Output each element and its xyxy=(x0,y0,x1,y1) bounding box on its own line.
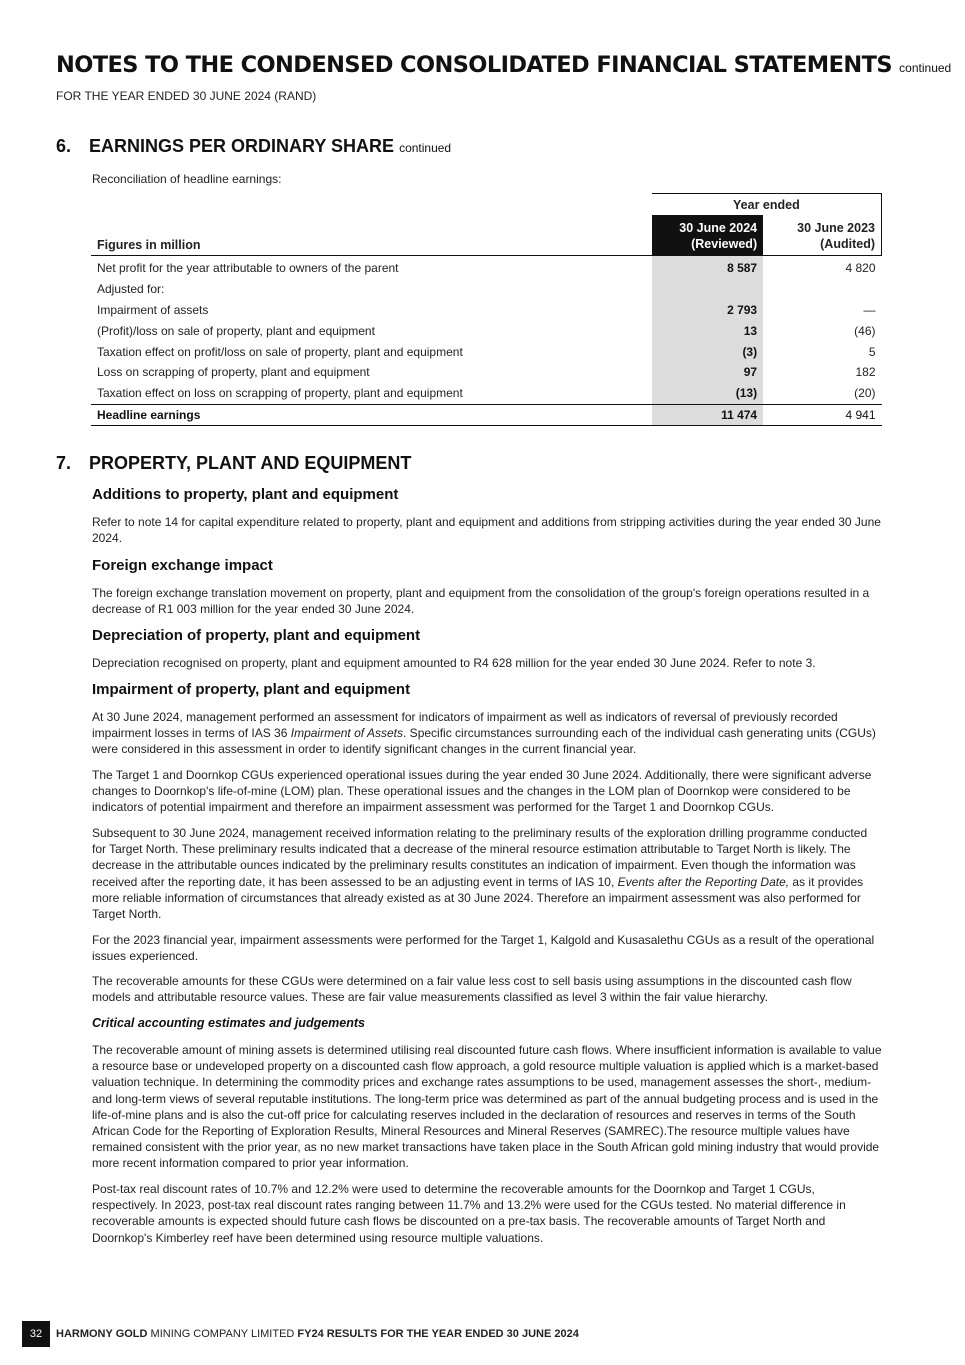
col-header-2023-line2: (Audited) xyxy=(820,237,875,251)
additions-heading: Additions to property, plant and equipment xyxy=(92,486,399,503)
table-row xyxy=(91,300,882,321)
col-header-2024-line2: (Reviewed) xyxy=(691,237,758,251)
row-label: Loss on scrapping of property, plant and equipment xyxy=(97,365,370,380)
figures-in-million-header xyxy=(91,215,652,256)
page-title-text: NOTES TO THE CONDENSED CONSOLIDATED FINANCIAL STATEMENTS xyxy=(56,52,892,78)
table-row xyxy=(91,341,882,362)
row-current: 13 xyxy=(652,320,763,341)
total-prior: 4 941 xyxy=(763,404,881,426)
impairment-paragraph-3 xyxy=(92,825,882,922)
reconciliation-intro: Reconciliation of headline earnings: xyxy=(92,172,282,186)
headline-earnings-table xyxy=(91,193,882,426)
section-6-heading xyxy=(56,136,451,157)
impairment-p1-b: . Specific circumstances surrounding each of the individual cash generating units (CGUs) were considered in this assessment in order to identify significant changes in the current financial year. xyxy=(92,726,876,757)
footer-company-rest: MINING COMPANY LIMITED xyxy=(150,1328,295,1340)
footer-report: FY24 RESULTS FOR THE YEAR ENDED 30 JUNE 2024 xyxy=(297,1328,579,1340)
table-body xyxy=(91,256,882,405)
table-row xyxy=(91,279,882,300)
col-header-2023-line1: 30 June 2023 xyxy=(797,221,875,235)
year-ended-header: Year ended xyxy=(652,194,882,216)
section-6-number: 6. xyxy=(56,136,72,156)
depreciation-heading: Depreciation of property, plant and equipment xyxy=(92,627,421,644)
row-label: Impairment of assets xyxy=(97,302,209,317)
critical-paragraph-1: The recoverable amount of mining assets is determined utilising real discounted future cash flows. Where insufficient information is available to value a resource base or undeveloped property on a discounted cash flow approach, a gold resource multiple valuation is applied which is a market-based valuation technique. In determining the commodity prices and exchange rates assumptions to be used, management assesses the short-, medium- and long-term views of several reputable institutions. The long-term price was determined as part of the annual budgeting process and is used in the life-of-mine plans and is also the cut-off price for calculating reserves included in the declaration of resources and reserves in terms of the South African Code for the Reporting of Exploration Results, Mineral Resources and Mineral Reserves (SAMREC).The resource multiple values have remained consistent with the prior year, as no new market transactions have taken place in the South African gold mining industry that would provide more recent information compared to prior year information. xyxy=(92,1043,882,1171)
impairment-p1-a: At 30 June 2024, management performed an assessment for indicators of impairment as well as indicators of reversal of previously recorded impairment losses in terms of IAS 36 xyxy=(92,710,838,741)
row-current: 2 793 xyxy=(652,300,763,321)
row-prior: — xyxy=(863,302,876,317)
figures-in-million-label: Figures in million xyxy=(97,238,201,252)
row-current: (13) xyxy=(652,383,763,404)
row-prior: (20) xyxy=(854,386,876,401)
additions-text: Refer to note 14 for capital expenditure related to property, plant and equipment and additions from stripping activities during the year ended 30 June 2024. xyxy=(92,515,881,546)
row-current xyxy=(652,279,763,300)
table-row xyxy=(91,320,882,341)
row-label: Taxation effect on loss on scrapping of property, plant and equipment xyxy=(97,386,463,401)
impairment-paragraph-1 xyxy=(92,709,882,758)
critical-paragraph-2: Post-tax real discount rates of 10.7% and 12.2% were used to determine the recoverable amounts for the Doornkop and Target 1 CGUs, respectively. In 2023, post-tax real discount rates ranging between 11.7% and 13.2% were used for the CGUs tested. No material difference in recoverable amounts is expected should future cash flows be discounted on a pre-tax basis. The recoverable amounts of Target North and Doornkop's Kimberley reef have been determined using resource multiple valuations. xyxy=(92,1182,846,1245)
section-7-heading xyxy=(56,453,411,474)
row-label: Taxation effect on profit/loss on sale of property, plant and equipment xyxy=(97,344,463,359)
row-prior xyxy=(763,279,881,300)
total-current: 11 474 xyxy=(652,404,763,426)
row-prior: 182 xyxy=(855,365,876,380)
impairment-p3-b: as it provides more reliable information of circumstances that already existed as at 30 June 2024. Therefore an impairment assessment was also performed for Target North. xyxy=(92,874,864,922)
col-header-2024 xyxy=(652,215,763,256)
section-7-number: 7. xyxy=(56,453,72,473)
row-label: (Profit)/loss on sale of property, plant and equipment xyxy=(97,323,375,338)
row-label: Net profit for the year attributable to owners of the parent xyxy=(97,261,399,276)
critical-estimates-heading: Critical accounting estimates and judgements xyxy=(92,1016,365,1030)
row-label: Adjusted for: xyxy=(97,282,165,297)
col-header-2024-line1: 30 June 2024 xyxy=(679,221,758,235)
page-footer xyxy=(22,1321,579,1347)
table-row xyxy=(91,256,882,279)
footer-company-bold: HARMONY GOLD xyxy=(56,1328,148,1340)
row-current: 8 587 xyxy=(652,256,763,279)
impairment-heading: Impairment of property, plant and equipment xyxy=(92,681,411,698)
table-row xyxy=(91,362,882,383)
page-number: 32 xyxy=(22,1321,50,1347)
row-current: 97 xyxy=(652,362,763,383)
impairment-paragraph-4: For the 2023 financial year, impairment assessments were performed for the Target 1, Kalgold and Kusasalethu CGUs as a result of the operational issues experienced. xyxy=(92,933,875,964)
page-subtitle: FOR THE YEAR ENDED 30 JUNE 2024 (RAND) xyxy=(56,89,317,103)
row-prior: (46) xyxy=(854,323,876,338)
impairment-paragraph-5: The recoverable amounts for these CGUs were determined on a fair value less cost to sell basis using assumptions in the discounted cash flow models and attributable resource values. These are fair value measurements classified as level 3 within the fair value hierarchy. xyxy=(92,974,852,1005)
impairment-paragraph-2: The Target 1 and Doornkop CGUs experienced operational issues during the year ended 30 June 2024. Additionally, there were significant adverse changes to Doornkop's life-of-mine (LOM) plan. These operational issues and the changes in the LOM plan of Doornkop were considered to be indicators of potential impairment and therefore an impairment assessment was performed for the Target 1 and Doornkop CGUs. xyxy=(92,768,872,815)
impairment-p3-italic: Events after the Reporting Date, xyxy=(617,874,790,889)
row-prior: 5 xyxy=(868,344,876,359)
total-label: Headline earnings xyxy=(91,404,652,426)
section-6-title: EARNINGS PER ORDINARY SHARE xyxy=(89,136,395,156)
row-prior: 4 820 xyxy=(845,261,876,276)
col-header-2023 xyxy=(763,215,881,256)
total-row xyxy=(91,404,882,426)
row-current: (3) xyxy=(652,341,763,362)
depreciation-text: Depreciation recognised on property, plant and equipment amounted to R4 628 million for the year ended 30 June 2024. Refer to note 3. xyxy=(92,656,816,670)
section-6-title-suffix: continued xyxy=(399,141,452,155)
page-title xyxy=(56,52,951,78)
page-title-suffix: continued xyxy=(899,61,952,75)
impairment-p3-a: Subsequent to 30 June 2024, management received information relating to the preliminary results of the exploration drilling programme conducted for Target North. These preliminary results indicated that a decrease of the mineral resource estimation attributable to Target North is likely. The decrease in the attributable ounces indicated by the preliminary results constitutes an indication of impairment. Even though the information was received after the reporting date, it has been assessed to be an adjusting event in terms of IAS 10, xyxy=(92,826,868,889)
footer-text xyxy=(56,1328,579,1340)
table-row xyxy=(91,383,882,404)
table-header-spacer xyxy=(91,194,652,216)
section-7-title: PROPERTY, PLANT AND EQUIPMENT xyxy=(89,453,412,473)
fx-text: The foreign exchange translation movement on property, plant and equipment from the consolidation of the group's foreign operations resulted in a decrease of R1 003 million for the year ended 30 June 2024. xyxy=(92,586,870,617)
impairment-p1-italic: Impairment of Assets xyxy=(290,726,404,741)
fx-heading: Foreign exchange impact xyxy=(92,557,273,574)
